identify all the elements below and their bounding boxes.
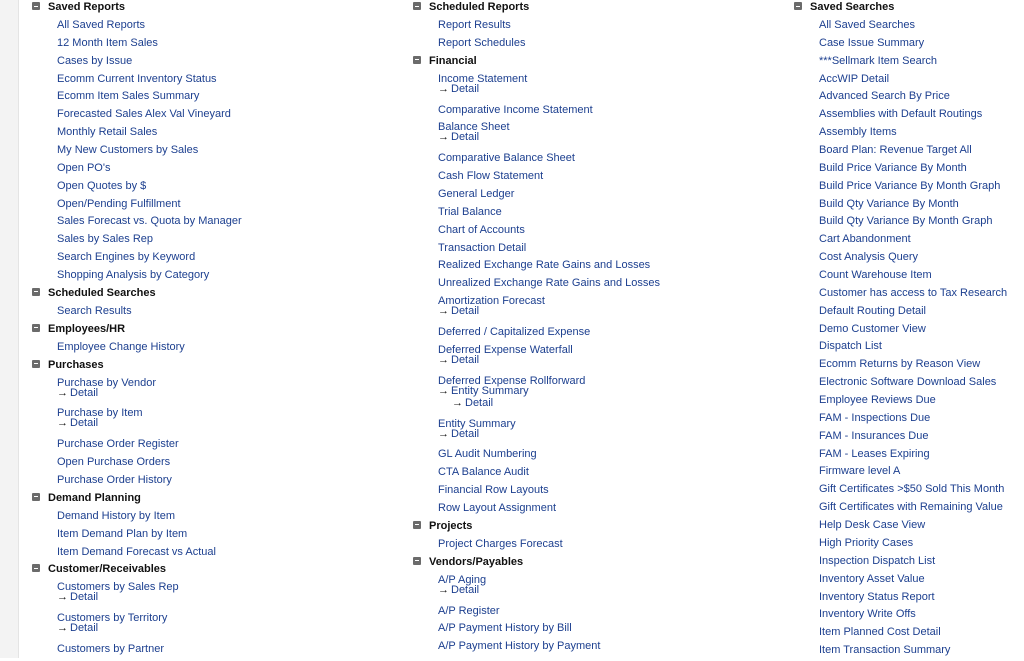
report-link-all-saved-searches[interactable]: All Saved Searches [819, 19, 915, 31]
arrow-right-icon: → [57, 417, 68, 430]
detail-link[interactable] [413, 84, 773, 103]
detail-link-label[interactable]: Detail [451, 353, 480, 366]
report-link-purchase-by-item[interactable]: Purchase by Item [57, 407, 143, 420]
arrow-right-icon: → [57, 591, 68, 604]
section-header-demand-planning[interactable] [32, 491, 372, 509]
report-link-accwip-detail[interactable]: AccWIP Detail [819, 72, 890, 85]
report-link-employee-reviews-due[interactable]: Employee Reviews Due [819, 394, 936, 407]
report-link-cash-flow-statement[interactable]: Cash Flow Statement [438, 170, 544, 183]
detail-link[interactable] [32, 623, 372, 642]
section-header-label: Employees/HR [48, 322, 126, 335]
detail-link-label[interactable]: Entity Summary [451, 384, 529, 397]
report-link-assembly-items[interactable]: Assembly Items [819, 126, 897, 139]
detail-link[interactable] [413, 355, 773, 374]
collapse-minus-icon[interactable] [32, 360, 40, 368]
report-link-sales-by-sales-rep[interactable]: Sales by Sales Rep [57, 233, 153, 246]
report-link-financial-row-layouts[interactable]: Financial Row Layouts [438, 484, 549, 497]
detail-link[interactable] [32, 418, 372, 437]
report-link-row-layout-assignment[interactable]: Row Layout Assignment [438, 502, 557, 515]
detail-link-label[interactable]: Detail [451, 583, 480, 596]
report-link-cta-balance-audit[interactable]: CTA Balance Audit [438, 466, 529, 479]
section-header-projects[interactable] [413, 519, 773, 537]
report-link-fam-insurances-due[interactable]: FAM - Insurances Due [819, 429, 929, 442]
detail-link-label[interactable]: Detail [70, 591, 99, 604]
report-link-customers-by-territory[interactable]: Customers by Territory [57, 612, 168, 625]
report-link-build-price-variance-by-month-graph[interactable]: Build Price Variance By Month Graph [819, 179, 1001, 192]
report-link-search-engines-by-keyword[interactable]: Search Engines by Keyword [57, 251, 196, 264]
report-link-count-warehouse-item[interactable]: Count Warehouse Item [819, 269, 932, 282]
collapse-minus-icon[interactable] [32, 493, 40, 501]
report-link-realized-exchange-rate-gains-and-losses[interactable]: Realized Exchange Rate Gains and Losses [438, 259, 651, 272]
section-header-scheduled-searches[interactable] [32, 286, 372, 304]
report-link-board-plan-revenue-target-all[interactable]: Board Plan: Revenue Target All [819, 144, 972, 157]
report-link-open-po-s[interactable]: Open PO's [57, 161, 111, 174]
detail-link[interactable] [32, 388, 372, 407]
detail-link[interactable] [413, 585, 773, 604]
report-link-item-demand-plan-by-item[interactable]: Item Demand Plan by Item [57, 527, 188, 540]
collapse-minus-icon[interactable] [32, 324, 40, 332]
arrow-right-icon: → [438, 353, 449, 366]
report-link-ecomm-current-inventory-status[interactable]: Ecomm Current Inventory Status [57, 72, 217, 85]
column-1 [32, 0, 372, 660]
report-link-12-month-item-sales[interactable]: 12 Month Item Sales [57, 36, 158, 49]
arrow-right-icon: → [57, 386, 68, 399]
report-link-fam-inspections-due[interactable]: FAM - Inspections Due [819, 411, 931, 424]
report-link-search-results[interactable]: Search Results [57, 304, 132, 317]
section-header-saved-reports[interactable] [32, 0, 372, 18]
report-link-advanced-search-by-price[interactable]: Advanced Search By Price [819, 90, 950, 103]
report-link-item-transaction-summary[interactable]: Item Transaction Summary [819, 644, 951, 657]
report-link-sellmark-item-search[interactable]: ***Sellmark Item Search [819, 54, 937, 67]
detail-link-label[interactable]: Detail [451, 427, 480, 440]
report-link-open-purchase-orders[interactable]: Open Purchase Orders [57, 456, 171, 469]
report-link-employee-change-history[interactable]: Employee Change History [57, 340, 185, 353]
report-link-high-priority-cases[interactable]: High Priority Cases [819, 536, 914, 549]
detail-link-label[interactable]: Detail [70, 386, 99, 399]
report-link-my-new-customers-by-sales[interactable]: My New Customers by Sales [57, 144, 199, 157]
collapse-minus-icon[interactable] [794, 2, 802, 10]
section-header-customer-receivables[interactable] [32, 562, 372, 580]
report-link-entity-summary[interactable]: Entity Summary [438, 417, 516, 430]
sub-detail-link-label[interactable]: Detail [465, 396, 494, 409]
report-link-open-quotes-by[interactable]: Open Quotes by $ [57, 179, 147, 192]
section-header-label: Purchases [48, 358, 104, 371]
section-header-label: Scheduled Searches [48, 286, 156, 299]
report-link-build-qty-variance-by-month-graph[interactable]: Build Qty Variance By Month Graph [819, 215, 993, 228]
report-link-customer-has-access-to-tax-research[interactable]: Customer has access to Tax Research [819, 286, 1008, 299]
collapse-minus-icon[interactable] [32, 564, 40, 572]
report-link-inventory-status-report[interactable]: Inventory Status Report [819, 590, 935, 603]
report-link-default-routing-detail[interactable]: Default Routing Detail [819, 304, 927, 317]
collapse-minus-icon[interactable] [413, 557, 421, 565]
detail-link-label[interactable]: Detail [451, 305, 480, 318]
section-header-label: Financial [429, 54, 477, 67]
report-link-gift-certificates-50-sold-this-month[interactable]: Gift Certificates >$50 Sold This Month [819, 483, 1005, 496]
report-link-purchase-order-register[interactable]: Purchase Order Register [57, 438, 179, 451]
report-link-fam-leases-expiring[interactable]: FAM - Leases Expiring [819, 447, 930, 460]
report-link-trial-balance[interactable]: Trial Balance [438, 205, 502, 218]
arrow-right-icon: → [438, 583, 449, 596]
report-link-general-ledger[interactable]: General Ledger [438, 188, 515, 201]
report-link-deferred-expense-rollforward[interactable]: Deferred Expense Rollforward [438, 374, 586, 387]
sub-detail-link[interactable] [413, 398, 773, 417]
report-link-report-schedules[interactable]: Report Schedules [438, 36, 526, 49]
report-link-dispatch-list[interactable]: Dispatch List [819, 340, 882, 353]
section-header-saved-searches[interactable] [794, 0, 1024, 18]
report-link-firmware-level-a[interactable]: Firmware level A [819, 465, 901, 478]
detail-link-label[interactable]: Detail [70, 417, 99, 430]
report-link-a-p-register[interactable]: A/P Register [438, 604, 500, 617]
report-link-a-p-aging[interactable]: A/P Aging [438, 573, 487, 586]
arrow-right-icon: → [452, 396, 463, 409]
collapse-minus-icon[interactable] [413, 521, 421, 529]
report-link-deferred-capitalized-expense[interactable]: Deferred / Capitalized Expense [438, 326, 591, 339]
arrow-right-icon: → [438, 427, 449, 440]
column-3 [794, 0, 1024, 661]
section-header-label: Customer/Receivables [48, 563, 166, 576]
collapse-minus-icon[interactable] [413, 56, 421, 64]
report-link-electronic-software-download-sales[interactable]: Electronic Software Download Sales [819, 376, 997, 389]
collapse-minus-icon[interactable] [413, 2, 421, 10]
report-link-purchase-order-history[interactable]: Purchase Order History [57, 474, 172, 487]
arrow-right-icon: → [438, 384, 449, 397]
detail-link[interactable] [413, 429, 773, 448]
report-link-inventory-write-offs[interactable]: Inventory Write Offs [819, 608, 916, 621]
detail-link-label[interactable]: Detail [451, 131, 480, 144]
detail-link[interactable] [32, 592, 372, 611]
report-link-demand-history-by-item[interactable]: Demand History by Item [57, 509, 175, 522]
report-link-all-saved-reports[interactable]: All Saved Reports [57, 19, 146, 31]
report-link-comparative-income-statement[interactable]: Comparative Income Statement [438, 103, 593, 116]
section-header-scheduled-reports[interactable] [413, 0, 773, 18]
report-link-help-desk-case-view[interactable]: Help Desk Case View [819, 519, 926, 532]
section-header-label: Vendors/Payables [429, 555, 524, 568]
report-link-demo-customer-view[interactable]: Demo Customer View [819, 322, 926, 335]
report-link-sales-forecast-vs-quota-by-manager[interactable]: Sales Forecast vs. Quota by Manager [57, 215, 242, 228]
report-link-ecomm-item-sales-summary[interactable]: Ecomm Item Sales Summary [57, 90, 200, 103]
report-link-item-planned-cost-detail[interactable]: Item Planned Cost Detail [819, 626, 941, 639]
report-link-customers-by-partner[interactable]: Customers by Partner [57, 643, 164, 656]
arrow-right-icon: → [57, 622, 68, 635]
section-header-employees-hr[interactable] [32, 322, 372, 340]
report-link-cart-abandonment[interactable]: Cart Abandonment [819, 233, 911, 246]
report-link-item-demand-forecast-vs-actual[interactable]: Item Demand Forecast vs Actual [57, 545, 216, 558]
report-link-monthly-retail-sales[interactable]: Monthly Retail Sales [57, 126, 158, 139]
report-link-assemblies-with-default-routings[interactable]: Assemblies with Default Routings [819, 108, 983, 121]
report-link-open-pending-fulfillment[interactable]: Open/Pending Fulfillment [57, 197, 181, 210]
report-link-gift-certificates-with-remaining-value[interactable]: Gift Certificates with Remaining Value [819, 501, 1003, 514]
report-link-project-charges-forecast[interactable]: Project Charges Forecast [438, 537, 563, 550]
arrow-right-icon: → [438, 131, 449, 144]
report-link-build-qty-variance-by-month[interactable]: Build Qty Variance By Month [819, 197, 959, 210]
section-header-label: Saved Searches [810, 1, 895, 13]
report-link-purchase-by-vendor[interactable]: Purchase by Vendor [57, 376, 157, 389]
section-header-label: Saved Reports [48, 1, 126, 13]
report-link-inventory-asset-value[interactable]: Inventory Asset Value [819, 572, 925, 585]
report-link-amortization-forecast[interactable]: Amortization Forecast [438, 295, 545, 308]
report-link-deferred-expense-waterfall[interactable]: Deferred Expense Waterfall [438, 343, 573, 356]
left-gutter [0, 0, 19, 658]
report-link-a-p-payment-history-by-payment[interactable]: A/P Payment History by Payment [438, 640, 601, 653]
arrow-right-icon: → [438, 82, 449, 95]
report-link-comparative-balance-sheet[interactable]: Comparative Balance Sheet [438, 152, 575, 165]
report-link-report-results[interactable]: Report Results [438, 19, 511, 31]
report-link-transaction-detail[interactable]: Transaction Detail [438, 241, 527, 254]
arrow-right-icon: → [438, 305, 449, 318]
detail-link-label[interactable]: Detail [451, 82, 480, 95]
report-link-balance-sheet[interactable]: Balance Sheet [438, 121, 510, 134]
report-link-forecasted-sales-alex-val-vineyard[interactable]: Forecasted Sales Alex Val Vineyard [57, 108, 231, 121]
section-header-label: Scheduled Reports [429, 1, 530, 13]
report-link-unrealized-exchange-rate-gains-and-losses[interactable]: Unrealized Exchange Rate Gains and Losses [438, 277, 660, 290]
report-link-inspection-dispatch-list[interactable]: Inspection Dispatch List [819, 554, 936, 567]
section-header-label: Projects [429, 519, 473, 532]
section-header-financial[interactable] [413, 54, 773, 72]
report-link-shopping-analysis-by-category[interactable]: Shopping Analysis by Category [57, 269, 210, 282]
report-link-customers-by-sales-rep[interactable]: Customers by Sales Rep [57, 581, 179, 594]
collapse-minus-icon[interactable] [32, 2, 40, 10]
column-2 [413, 0, 773, 657]
report-link-chart-of-accounts[interactable]: Chart of Accounts [438, 223, 525, 236]
detail-link[interactable] [413, 306, 773, 325]
section-header-vendors-payables[interactable] [413, 555, 773, 573]
detail-link-label[interactable]: Detail [70, 622, 99, 635]
report-link-a-p-payment-history-by-bill[interactable]: A/P Payment History by Bill [438, 622, 572, 635]
report-link-cost-analysis-query[interactable]: Cost Analysis Query [819, 251, 919, 264]
report-link-cases-by-issue[interactable]: Cases by Issue [57, 54, 133, 67]
report-link-gl-audit-numbering[interactable]: GL Audit Numbering [438, 448, 537, 461]
report-link-ecomm-returns-by-reason-view[interactable]: Ecomm Returns by Reason View [819, 358, 981, 371]
collapse-minus-icon[interactable] [32, 288, 40, 296]
section-header-label: Demand Planning [48, 491, 141, 504]
detail-link[interactable] [413, 132, 773, 151]
report-link-build-price-variance-by-month[interactable]: Build Price Variance By Month [819, 161, 967, 174]
report-link-case-issue-summary[interactable]: Case Issue Summary [819, 36, 925, 49]
report-link-income-statement[interactable]: Income Statement [438, 72, 528, 85]
section-header-purchases[interactable] [32, 358, 372, 376]
